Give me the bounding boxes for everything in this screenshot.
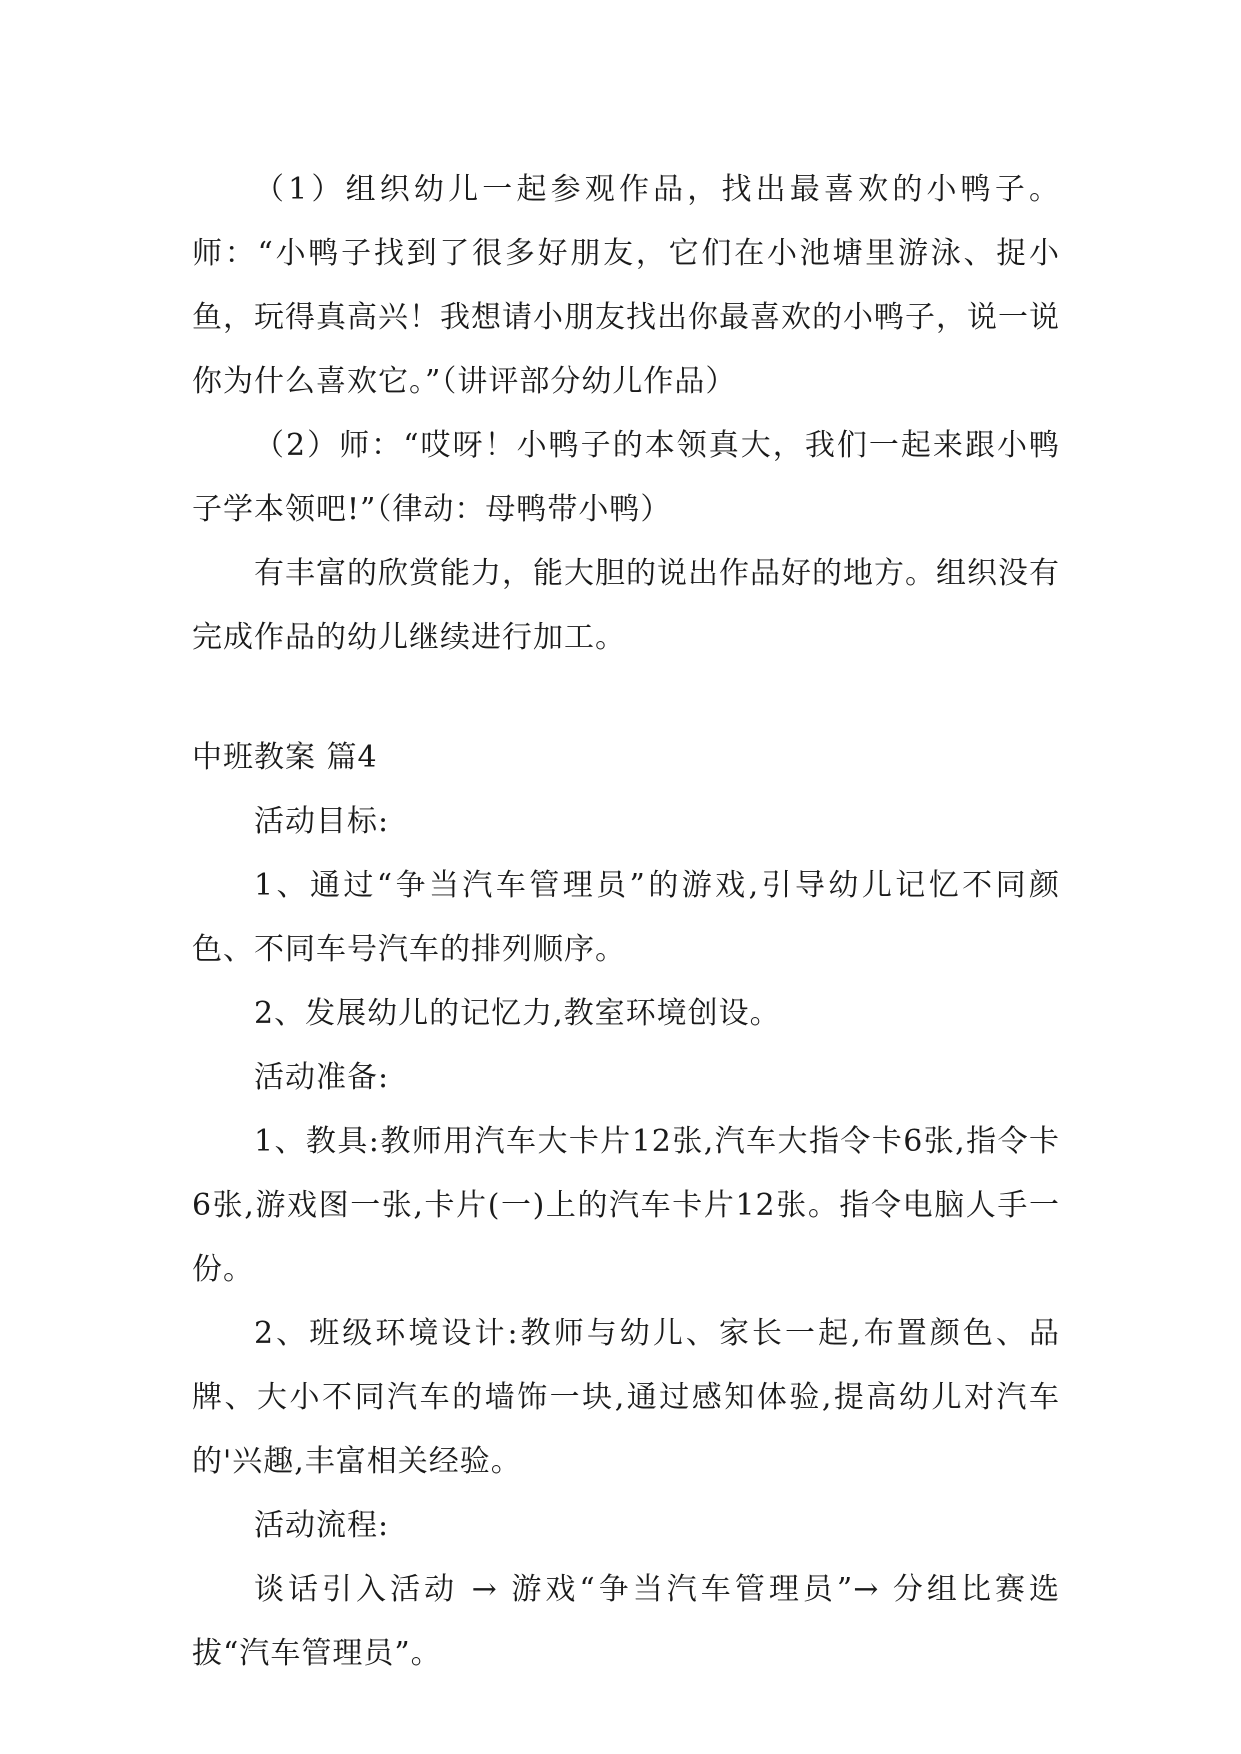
- goal-item-2: 2、发展幼儿的记忆力,教室环境创设。: [254, 996, 781, 1031]
- goal-item-1: 1、通过“争当汽车管理员”的游戏,引导幼儿记忆不同颜色、不同车号汽车的排列顺序。: [192, 868, 1060, 967]
- paragraph-activity-step-1: （1）组织幼儿一起参观作品，找出最喜欢的小鸭子。师：“小鸭子找到了很多好朋友，它们在小池塘里游泳、捉小鱼，玩得真高兴！我想请小朋友找出你最喜欢的小鸭子，说一说你为什么喜欢它。”（讲评部分幼儿作品）: [192, 172, 1060, 399]
- section-title: 中班教案 篇4: [192, 740, 378, 775]
- preparation-item-1: 1、教具:教师用汽车大卡片12张,汽车大指令卡6张,指令卡6张,游戏图一张,卡片(一)上的汽车卡片12张。指令电脑人手一份。: [192, 1124, 1060, 1287]
- flow-text: 谈话引入活动 → 游戏“争当汽车管理员”→ 分组比赛选拔“汽车管理员”。: [192, 1572, 1060, 1671]
- goals-heading: 活动目标:: [254, 804, 390, 839]
- section-spacer: [192, 670, 1060, 726]
- document-page: [192, 158, 1060, 1686]
- paragraph-activity-step-2: （2）师：“哎呀！小鸭子的本领真大，我们一起来跟小鸭子学本领吧!”（律动：母鸭带小鸭）: [192, 428, 1060, 527]
- preparation-item-2: 2、班级环境设计:教师与幼儿、家长一起,布置颜色、品牌、大小不同汽车的墙饰一块,通过感知体验,提高幼儿对汽车的'兴趣,丰富相关经验。: [192, 1316, 1060, 1479]
- flow-heading: 活动流程:: [254, 1508, 390, 1543]
- paragraph-evaluation: 有丰富的欣赏能力，能大胆的说出作品好的地方。组织没有完成作品的幼儿继续进行加工。: [192, 556, 1060, 655]
- preparation-heading: 活动准备:: [254, 1060, 390, 1095]
